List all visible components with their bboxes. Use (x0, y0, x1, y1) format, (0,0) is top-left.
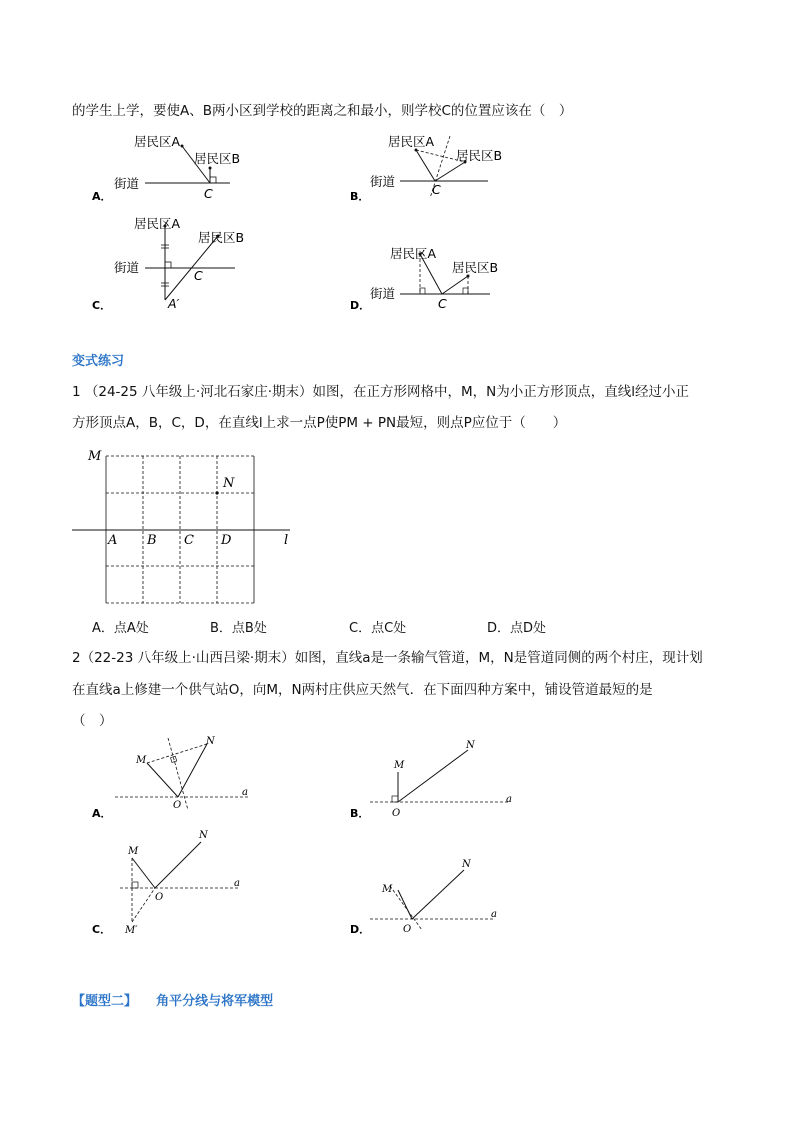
variation-heading: 变式练习 (72, 354, 125, 369)
label-m: M (88, 449, 102, 464)
label-a: a (491, 909, 497, 920)
q2-line2: 在直线a上修建一个供气站O，向M，N两村庄供应天然气．在下面四种方案中，铺设管道最短的是 (72, 682, 653, 698)
segment-mo (132, 858, 155, 888)
right-angle-mark (165, 262, 171, 268)
segment-mo (398, 890, 412, 919)
label-d: D (221, 533, 232, 548)
label-b: B (147, 533, 157, 548)
label-area-a: 居民区A (134, 134, 181, 149)
label-o: O (403, 924, 412, 935)
label-area-a: 居民区A (134, 216, 181, 231)
right-angle-mark (132, 882, 138, 888)
q2-option-a-label: A． (92, 807, 112, 820)
q2-option-d-label: D． (350, 923, 371, 936)
label-n: N (199, 830, 208, 841)
segment-m-prime-o (132, 888, 155, 922)
label-a: A (108, 533, 118, 548)
q2-option-b (350, 740, 512, 820)
segment-no (398, 750, 468, 802)
label-a: a (234, 878, 240, 889)
label-a-prime: A′ (168, 296, 180, 311)
option-c-label: C． (92, 299, 112, 312)
label-area-b: 居民区B (198, 230, 245, 245)
q2-option-a (92, 736, 250, 820)
label-area-b: 居民区B (452, 260, 499, 275)
right-angle-mark (463, 288, 468, 294)
label-area-a: 居民区A (390, 246, 437, 261)
segment-mo (147, 763, 178, 797)
q2-option-c (92, 830, 240, 936)
right-angle-mark (420, 288, 425, 294)
label-m: M (136, 755, 147, 766)
label-n: N (206, 736, 215, 747)
label-a: a (242, 787, 248, 798)
q2-figures (70, 730, 550, 945)
q2-line3: （ ） (72, 713, 113, 729)
q1-choice-a[interactable]: A．点A处 (92, 621, 149, 636)
option-d-label: D． (350, 299, 371, 312)
label-area-a: 居民区A (388, 134, 435, 149)
q1-line1: 1 （24-25 八年级上·河北石家庄·期末）如图，在正方形网格中，M，N为小正方形顶点，直线l经过小正 (72, 384, 689, 400)
figure1-option-b (350, 134, 502, 203)
type2-title: 角平分线与将军模型 (156, 994, 274, 1009)
figure1-options (70, 128, 590, 318)
q2-option-d (350, 859, 497, 936)
label-m-prime: M′ (125, 925, 138, 936)
right-angle-mark (210, 177, 216, 183)
figure1-option-d (350, 246, 498, 312)
q2-line1: 2（22-23 八年级上·山西吕梁·期末）如图，直线a是一条输气管道，M，N是管道同侧的两个村庄，现计划 (72, 650, 703, 666)
q2-option-b-label: B． (350, 807, 370, 820)
option-b-label: B． (350, 190, 370, 203)
figure1-option-c (92, 216, 244, 312)
label-area-b: 居民区B (456, 148, 503, 163)
label-area-b: 居民区B (194, 151, 241, 166)
label-o: O (155, 892, 164, 903)
point-n (215, 491, 218, 494)
point-b (209, 167, 212, 170)
label-n: N (466, 740, 475, 751)
point-a (181, 145, 184, 148)
type2-heading (72, 990, 273, 1009)
segment-ac (416, 150, 435, 181)
label-c: C (204, 186, 213, 201)
label-a: a (506, 794, 512, 805)
label-l: l (284, 533, 289, 548)
segment-bc (435, 162, 465, 181)
label-street: 街道 (114, 176, 140, 191)
label-m: M (128, 846, 139, 857)
label-m: M (382, 884, 393, 895)
label-street: 街道 (370, 174, 396, 189)
label-c: C (194, 268, 203, 283)
q1-line2: 方形顶点A，B，C，D，在直线l上求一点P使PM + PN最短，则点P应位于（ ） (72, 415, 567, 431)
q2-option-c-label: C． (92, 923, 112, 936)
label-c: C (438, 296, 447, 311)
label-c: C (184, 533, 194, 548)
label-n: N (462, 859, 471, 870)
figure1-svg (70, 128, 590, 318)
label-n: N (223, 476, 235, 491)
segment-bc (442, 276, 468, 294)
problem-intro-line: 的学生上学，要使A、B两小区到学校的距离之和最小，则学校C的位置应该在（ ） (72, 103, 573, 119)
q1-grid-svg (70, 445, 300, 610)
q2-svg (70, 730, 550, 945)
label-o: O (173, 800, 182, 811)
q1-choice-d[interactable]: D．点D处 (487, 621, 547, 636)
label-street: 街道 (370, 286, 396, 301)
label-o: O (392, 808, 401, 819)
label-street: 街道 (114, 260, 140, 275)
segment-no (412, 870, 464, 919)
label-m: M (394, 760, 405, 771)
q1-choice-b[interactable]: B．点B处 (210, 621, 267, 636)
option-a-label: A． (92, 190, 112, 203)
q1-choice-c[interactable]: C．点C处 (349, 621, 407, 636)
type2-bracket: 【题型二】 (72, 994, 138, 1009)
q1-grid-figure (70, 445, 300, 610)
label-c: C (432, 182, 441, 197)
right-angle-mark (392, 796, 398, 802)
figure1-option-a (92, 134, 240, 203)
segment-no (155, 842, 201, 888)
